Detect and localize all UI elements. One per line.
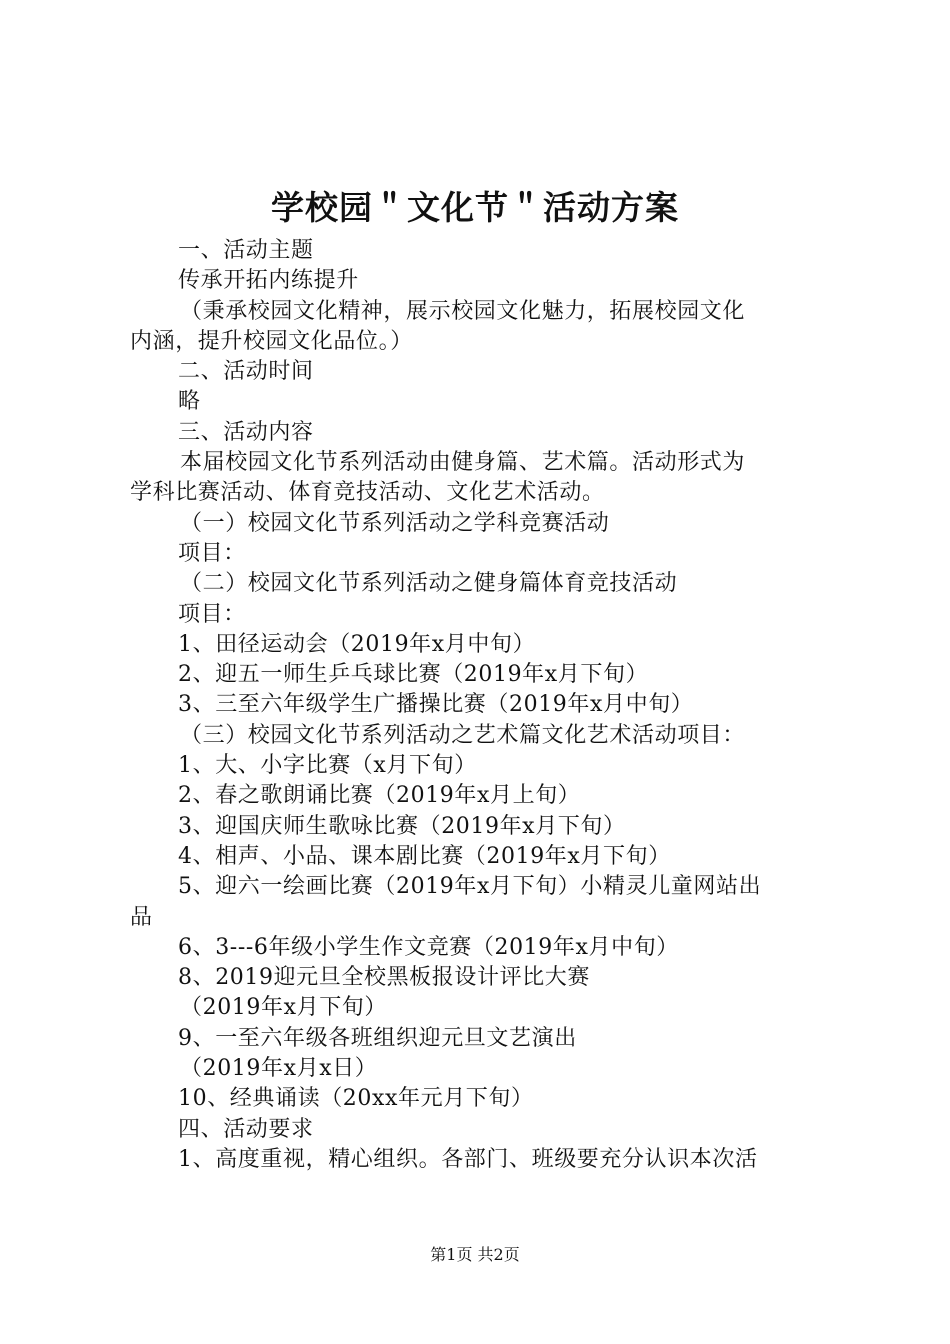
paragraph-line: 内涵，提升校园文化品位。） [130, 328, 413, 354]
subsection-heading: （一）校园文化节系列活动之学科竞赛活动 [180, 510, 610, 536]
list-item: 2、春之歌朗诵比赛（2019年x月上旬） [178, 783, 581, 809]
list-item: 1、田径运动会（2019年x月中旬） [178, 631, 536, 657]
page-footer: 第1页 共2页 [430, 1245, 520, 1264]
paragraph-line: 1、高度重视，精心组织。各部门、班级要充分认识本次活 [178, 1146, 758, 1172]
subsection-heading: （三）校园文化节系列活动之艺术篇文化艺术活动项目： [180, 722, 746, 748]
paragraph-line: 学科比赛活动、体育竞技活动、文化艺术活动。 [130, 480, 605, 506]
paragraph-line: 略 [178, 389, 201, 415]
list-item: 4、相声、小品、课本剧比赛（2019年x月下旬） [178, 843, 671, 869]
document-title: 学校园＂文化节＂活动方案 [271, 188, 679, 227]
subsection-heading: （二）校园文化节系列活动之健身篇体育竞技活动 [180, 571, 678, 597]
section-heading: 四、活动要求 [178, 1116, 314, 1142]
paragraph-line: 项目： [178, 540, 246, 566]
list-item-continuation: 品 [130, 904, 153, 930]
list-item: 1、大、小字比赛（x月下旬） [178, 753, 477, 779]
list-item: 2、迎五一师生乒乓球比赛（2019年x月下旬） [178, 662, 649, 688]
list-item-continuation: （2019年x月x日） [180, 1056, 378, 1082]
list-item: 10、经典诵读（20xx年元月下旬） [178, 1086, 534, 1112]
paragraph-line: 本届校园文化节系列活动由健身篇、艺术篇。活动形式为 [180, 450, 746, 476]
section-heading: 一、活动主题 [178, 238, 314, 263]
list-item: 8、2019迎元旦全校黑板报设计评比大赛 [178, 965, 590, 991]
list-item-continuation: （2019年x月下旬） [180, 995, 387, 1021]
section-heading: 三、活动内容 [178, 419, 314, 445]
paragraph-line: （秉承校园文化精神，展示校园文化魅力，拓展校园文化 [180, 298, 746, 324]
list-item: 3、迎国庆师生歌咏比赛（2019年x月下旬） [178, 813, 626, 839]
list-item: 5、迎六一绘画比赛（2019年x月下旬）小精灵儿童网站出 [178, 874, 762, 900]
paragraph-line: 项目： [178, 601, 246, 627]
list-item: 3、三至六年级学生广播操比赛（2019年x月中旬） [178, 692, 694, 718]
document-body [130, 236, 830, 1175]
list-item: 6、3---6年级小学生作文竞赛（2019年x月中旬） [178, 934, 679, 960]
paragraph-line: 传承开拓内练提升 [178, 268, 359, 294]
list-item: 9、一至六年级各班组织迎元旦文艺演出 [178, 1025, 577, 1051]
section-heading: 二、活动时间 [178, 359, 314, 385]
